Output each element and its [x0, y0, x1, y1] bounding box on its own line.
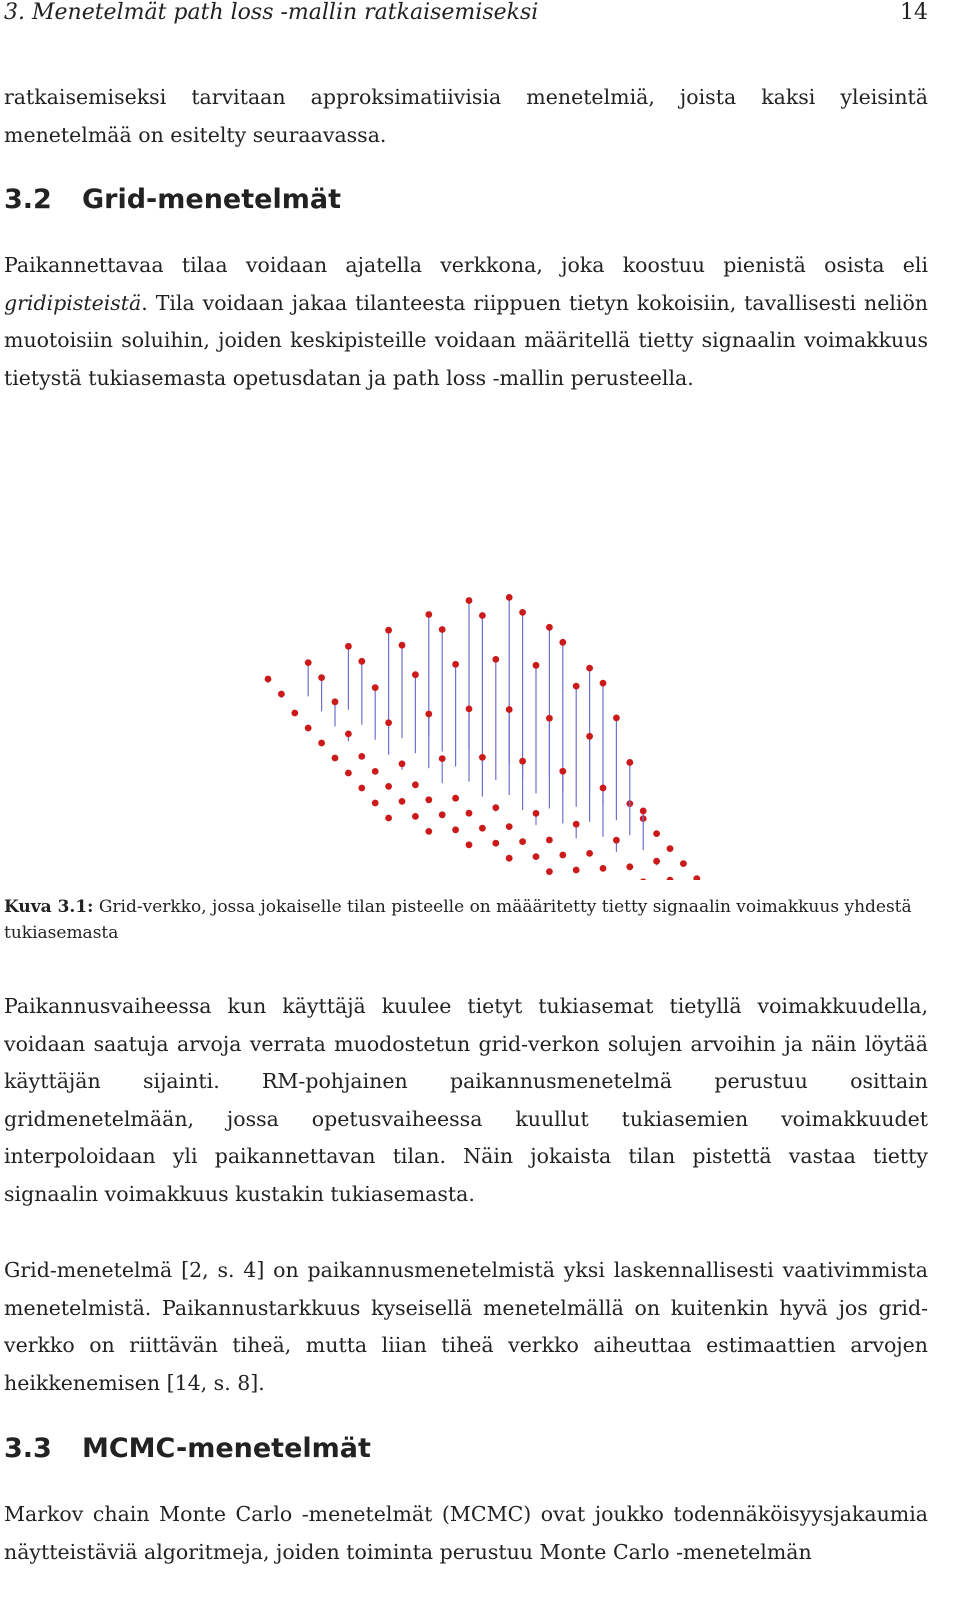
grid-point [479, 825, 486, 832]
grid-point [600, 785, 607, 792]
grid-point [345, 643, 352, 650]
section-title: Grid-menetelmät [82, 184, 341, 215]
paragraph-text: Paikannettavaa tilaa voidaan ajatella verkkona, joka koostuu pienistä osista eli [4, 253, 928, 277]
grid-point [385, 627, 392, 634]
grid-point [613, 837, 620, 844]
grid-point [466, 810, 473, 817]
grid-point [385, 719, 392, 726]
grid-point [626, 759, 633, 766]
grid-point [506, 706, 513, 713]
running-head [4, 0, 928, 30]
section-title: MCMC-menetelmät [82, 1433, 371, 1464]
grid-point [559, 768, 566, 775]
grid-point [399, 642, 406, 649]
grid-point [466, 841, 473, 848]
grid-point [492, 840, 499, 847]
paragraph-grid-3: Grid-menetelmä [2, s. 4] on paikannusmenetelmistä yksi laskennallisesti vaativimmista menetelmistä. Paikannustarkkuus kyseisellä menetelmällä on kuitenkin hyvä jos grid-verkko on riittävän tiheä, mutta liian tiheä verkko aiheuttaa estimaattien arvojen heikkenemisen [14, s. 8]. [4, 1258, 928, 1395]
grid-point [667, 877, 674, 880]
grid-point [479, 612, 486, 619]
grid-point [533, 662, 540, 669]
grid-point [653, 858, 660, 865]
grid-point [305, 725, 312, 732]
grid-point [559, 852, 566, 859]
grid-point [506, 823, 513, 830]
grid-point [680, 860, 687, 867]
section-number: 3.2 [4, 184, 52, 215]
grid-point [318, 674, 325, 681]
grid-point [519, 609, 526, 616]
grid-point [506, 855, 513, 862]
grid-point [425, 796, 432, 803]
grid-point [345, 730, 352, 737]
grid-point [600, 865, 607, 872]
grid-point [640, 808, 647, 815]
grid-point [533, 810, 540, 817]
caption-text: Grid-verkko, jossa jokaiselle tilan pisteelle on määäritetty tietty signaalin voimakkuus yhdestä tukiasemasta [4, 897, 912, 943]
grid-point [372, 768, 379, 775]
grid-point [466, 597, 473, 604]
grid-point [533, 853, 540, 860]
grid-point [385, 815, 392, 822]
paragraph-mcmc: Markov chain Monte Carlo -menetelmät (MCMC) ovat joukko todennäköisyysjakaumia näytteistäviä algoritmeja, joiden toiminta perustuu Monte Carlo -menetelmän [4, 1502, 928, 1564]
grid-point [492, 656, 499, 663]
grid-point [586, 850, 593, 857]
grid-point [573, 867, 580, 874]
figure-caption [4, 894, 928, 946]
grid-point [506, 594, 513, 601]
section-heading-3-3 [4, 1432, 928, 1466]
grid-point [626, 863, 633, 870]
grid-point [519, 838, 526, 845]
grid-point [479, 754, 486, 761]
grid-point [332, 755, 339, 762]
grid-point [425, 611, 432, 618]
grid-point [291, 710, 298, 717]
grid-point [278, 691, 285, 698]
grid-point [693, 875, 700, 880]
emphasized-term: gridipisteistä [4, 290, 142, 315]
grid-point [412, 813, 419, 820]
paragraph-intro: ratkaisemiseksi tarvitaan approksimatiivisia menetelmiä, joista kaksi yleisintä menetelmää on esitelty seuraavassa. [4, 85, 928, 147]
grid-point [667, 845, 674, 852]
grid-point [492, 804, 499, 811]
grid-point [439, 755, 446, 762]
grid-point [439, 626, 446, 633]
grid-point [653, 830, 660, 837]
grid-point [358, 658, 365, 665]
grid-point [372, 684, 379, 691]
grid-point [332, 698, 339, 705]
grid-point [519, 758, 526, 765]
grid-point [466, 705, 473, 712]
grid-point [345, 770, 352, 777]
grid-point [546, 837, 553, 844]
grid-point [546, 715, 553, 722]
grid-point [586, 665, 593, 672]
grid-3d-stem-figure [0, 420, 960, 880]
grid-point [600, 680, 607, 687]
grid-point [318, 740, 325, 747]
grid-point [559, 639, 566, 646]
paragraph-grid-1 [4, 247, 928, 397]
grid-point [412, 781, 419, 788]
caption-label: Kuva 3.1: [4, 897, 94, 917]
page-number: 14 [900, 0, 928, 25]
grid-point [613, 715, 620, 722]
grid-point [452, 795, 459, 802]
grid-point [452, 661, 459, 668]
grid-point [412, 671, 419, 678]
paragraph-text: . Tila voidaan jakaa tilanteesta riippuen tietyn kokoisiin, tavallisesti neliön muotoisiin soluihin, joiden keskipisteille voidaan määritellä tietty signaalin voimakkuus tietystä tukiasemasta opetusdatan ja path loss -mallin perusteella. [4, 290, 928, 390]
grid-point [372, 800, 379, 807]
grid-point [358, 753, 365, 760]
running-head-chapter: 3. Menetelmät path loss -mallin ratkaisemiseksi [4, 0, 539, 25]
grid-point [305, 659, 312, 666]
paragraph-grid-2: Paikannusvaiheessa kun käyttäjä kuulee tietyt tukiasemat tietyllä voimakkuudella, voidaan saatuja arvoja verrata muodostetun grid-verkon solujen arvoihin ja näin löytää käyttäjän sijainti. RM-pohjainen paikannusmenetelmä perustuu osittain gridmenetelmään, jossa opetusvaiheessa kuullut tukiasemien voimakkuudet interpoloidaan yli paikannettavan tilan. Näin jokaista tilan pistettä vastaa tietty signaalin voimakkuus kustakin tukiasemasta. [4, 994, 928, 1206]
grid-point [358, 785, 365, 792]
grid-point [425, 711, 432, 718]
grid-point [439, 811, 446, 818]
grid-point [573, 821, 580, 828]
grid-point [546, 868, 553, 875]
grid-point [425, 828, 432, 835]
grid-point [640, 878, 647, 880]
grid-point [573, 683, 580, 690]
section-heading-3-2 [4, 183, 928, 217]
grid-point [546, 624, 553, 631]
grid-point [452, 826, 459, 833]
section-number: 3.3 [4, 1433, 52, 1464]
grid-point [586, 733, 593, 740]
grid-point [385, 783, 392, 790]
grid-point [399, 798, 406, 805]
grid-point [399, 760, 406, 767]
grid-point [265, 676, 272, 683]
